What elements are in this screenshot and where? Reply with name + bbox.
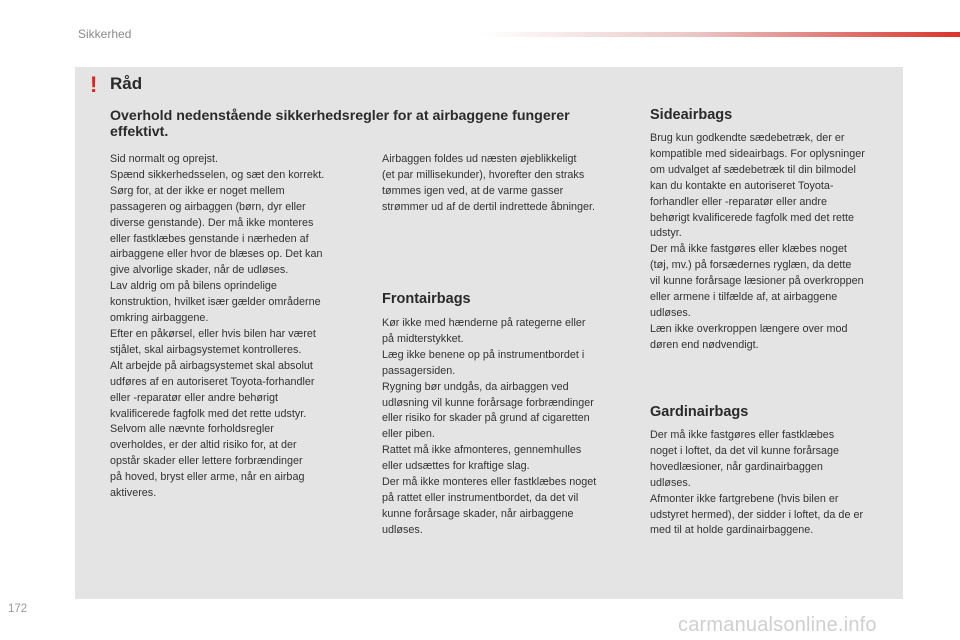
text-line: udløsning vil kunne forårsage forbrændinger xyxy=(382,396,594,409)
text-line: kompatible med sideairbags. For oplysninger xyxy=(650,147,865,160)
text-line: eller risiko for skader på grund af cigaretten xyxy=(382,412,590,425)
text-line: kunne forårsage skader, når airbaggene xyxy=(382,507,574,520)
text-line: Rygning bør undgås, da airbaggen ved xyxy=(382,380,569,393)
text-line: Spænd sikkerhedsselen, og sæt den korrekt. xyxy=(110,168,325,181)
side-airbags-text xyxy=(650,131,900,354)
text-line: Der må ikke fastgøres eller fastklæbes xyxy=(650,429,835,441)
text-line: Selvom alle nævnte forholdsregler xyxy=(110,423,274,436)
text-line: Sørg for, at der ikke er noget mellem xyxy=(110,184,285,197)
text-line: overholdes, er der altid risiko for, at der xyxy=(110,439,297,452)
text-line: eller piben. xyxy=(382,428,435,441)
main-heading: Overhold nedenstående sikkerhedsregler for at airbaggene fungerer effektivt. xyxy=(110,108,570,140)
text-line: give alvorlige skader, når de udløses. xyxy=(110,264,289,277)
text-line: Lav aldrig om på bilens oprindelige xyxy=(110,280,277,293)
text-line: strømmer ud af de dertil indrettede åbninger. xyxy=(382,200,596,213)
text-line: kvalificerede fagfolk med det rette udstyr. xyxy=(110,407,307,420)
text-line: på rattet eller instrumentbordet, da det vil xyxy=(382,491,579,504)
section-label: Sikkerhed xyxy=(78,27,132,41)
deploy-info-text xyxy=(382,152,642,216)
front-airbags-heading: Frontairbags xyxy=(382,291,471,307)
text-line: Rattet må ikke afmonteres, gennemhulles xyxy=(382,444,582,457)
text-line: Læg ikke benene op på instrumentbordet i xyxy=(382,348,585,361)
text-line: eller -reparatør eller andre behørigt xyxy=(110,391,279,404)
front-airbags-text xyxy=(382,316,644,539)
text-line: eller udsættes for kraftige slag. xyxy=(382,460,530,473)
text-line: Brug kun godkendte sædebetræk, der er xyxy=(650,132,845,144)
text-line: eller fastklæbes genstande i nærheden af xyxy=(110,232,309,245)
text-line: udløses. xyxy=(650,476,691,489)
text-line: udløses. xyxy=(650,306,691,319)
text-line: passagersiden. xyxy=(382,364,456,377)
text-line: på midterstykket. xyxy=(382,332,464,345)
text-line: eller armene i tilfælde af, at airbaggene xyxy=(650,291,838,304)
text-line: stjålet, skal airbagsystemet kontrolleres. xyxy=(110,343,302,356)
text-line: kan du kontakte en autoriseret Toyota- xyxy=(650,179,834,192)
text-line: Der må ikke monteres eller fastklæbes noget xyxy=(382,476,597,489)
text-line: med til at holde gardinairbaggene. xyxy=(650,524,814,537)
text-line: udstyr. xyxy=(650,227,682,240)
text-line: (et par millisekunder), hvorefter den straks xyxy=(382,168,585,181)
text-line: Airbaggen foldes ud næsten øjeblikkeligt xyxy=(382,153,577,165)
curtain-airbags-heading: Gardinairbags xyxy=(650,404,749,420)
text-line: airbaggene eller hvor de blæses op. Det kan xyxy=(110,248,323,261)
text-line: omkring airbaggene. xyxy=(110,312,209,325)
text-line: på hoved, bryst eller arme, når en airbag xyxy=(110,471,305,484)
text-line: Læn ikke overkroppen længere over mod xyxy=(650,322,848,335)
text-line: passageren og airbaggen (børn, dyr eller xyxy=(110,200,306,213)
text-line: tømmes igen ved, at de varme gasser xyxy=(382,184,564,197)
curtain-airbags-text xyxy=(650,428,900,539)
panel-title: Råd xyxy=(110,74,143,93)
text-line: Efter en påkørsel, eller hvis bilen har været xyxy=(110,327,316,340)
text-line: aktiveres. xyxy=(110,487,157,500)
header-accent-bar xyxy=(480,32,960,37)
text-line: vil kunne forårsage læsioner på overkroppen xyxy=(650,275,864,288)
text-line: opstår skader eller lettere forbrændinger xyxy=(110,455,303,468)
text-line: udstyret hermed), der sidder i loftet, da de er xyxy=(650,508,864,521)
text-line: Kør ikke med hænderne på rategerne eller xyxy=(382,317,586,329)
text-line: om udvalget af sædebetræk til din bilmodel xyxy=(650,163,856,176)
text-line: udføres af en autoriseret Toyota-forhandler xyxy=(110,375,315,388)
text-line: (tøj, mv.) på forsædernes ryglæn, da dette xyxy=(650,259,852,272)
text-line: noget i loftet, da det vil kunne forårsage xyxy=(650,444,840,457)
text-line: hovedlæsioner, når gardinairbaggen xyxy=(650,460,823,473)
text-line: Afmonter ikke fartgrebene (hvis bilen er xyxy=(650,492,839,505)
text-line: Alt arbejde på airbagsystemet skal absolut xyxy=(110,359,313,372)
text-line: Der må ikke fastgøres eller klæbes noget xyxy=(650,243,847,256)
watermark: carmanualsonline.info xyxy=(678,614,877,636)
text-line: konstruktion, hvilket især gælder områderne xyxy=(110,296,321,309)
text-line: døren end nødvendigt. xyxy=(650,338,759,351)
text-line: diverse genstande). Der må ikke monteres xyxy=(110,216,314,229)
text-line: Sid normalt og oprejst. xyxy=(110,153,219,165)
text-line: forhandler eller -reparatør eller andre xyxy=(650,195,828,208)
warning-icon: ! xyxy=(90,72,98,97)
text-line: udløses. xyxy=(382,523,423,536)
page-number: 172 xyxy=(8,603,28,615)
text-line: behørigt kvalificerede fagfolk med det rette xyxy=(650,211,855,224)
side-airbags-heading: Sideairbags xyxy=(650,107,733,123)
general-rules-text xyxy=(110,152,370,502)
